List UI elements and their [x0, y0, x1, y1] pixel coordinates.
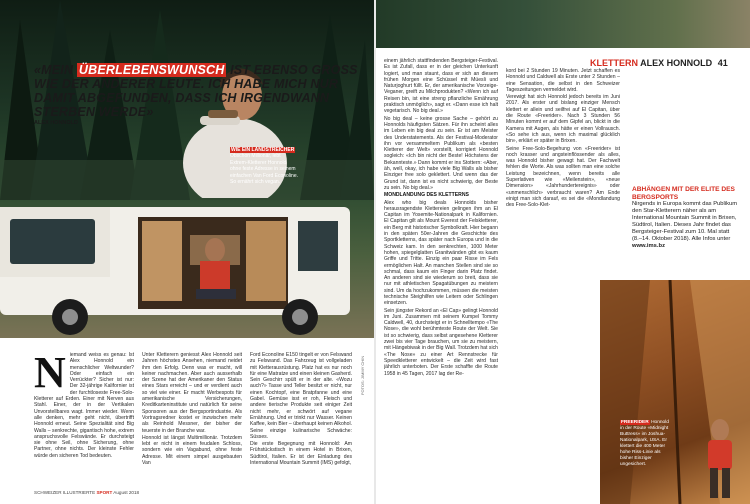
info-box-headline: ABHÄNGEN MIT DER ELITE DES BERGSPORTS	[632, 186, 735, 201]
quote-author: ALEX HONNOLD	[34, 120, 78, 126]
paragraph: Die erste Begegnung mit Honnold: Am Frühstückstisch in einem Hotel in Brixen, Südtirol, Italien. Er ist der Einladung des International Mountain Summit (IMS) gefolgt,	[250, 441, 352, 467]
paragraph: Unter Kletterern geniesst Alex Honnold seit Jahren höchstes Ansehen, niemand neidet ihm den Erfolg. Denn was er macht, will keiner nachmachen. Aber auch ausserhalb der Szene hat der Amerikaner den Status eines Stars erreicht – und er verdient auch so viel wie einer. Er macht Werbespots für amerikanische Versicherungen, Kreditkarteninstitute und natürlich für seine Sponsoren aus der Bergsportindustrie. Als Vortragsredner kostet er inzwischen mehr als Reinhold Messner, der bisher der teuerste in der Branche war.	[142, 352, 242, 434]
photo-credit: FOTOS: JIMMY CHIN	[360, 355, 365, 395]
forest-strip-photo	[376, 0, 750, 48]
drop-cap: N	[34, 352, 66, 397]
ims-info-box	[632, 186, 740, 250]
climbing-caption-tag: FREERIDER	[621, 420, 649, 425]
text-column-4	[384, 58, 498, 490]
pull-quote	[34, 63, 364, 119]
climbing-photo	[600, 280, 750, 504]
page-gutter	[374, 0, 376, 504]
caption-text: Obschon Millionär, lebt Extrem-Kletterer Honnold ohne feste Adresse in seinem einfachen Van Ford Econoline. So ernährt sich vegan.	[230, 153, 299, 186]
section-label: KLETTERN	[590, 58, 638, 68]
info-box-text: Nirgends in Europa kommt das Publikum den Star-Kletterern näher als am International Mountain Summit in Brixen, Südtirol, Italien. Dieses Jahr findet das Bergsteiger-Festival zum 10. Mal statt (8.–14. Oktober 2018). Alle Infos unter	[632, 201, 738, 243]
climber-image	[600, 280, 750, 504]
paragraph: einem jährlich stattfindenden Bergsteiger-Festival. Es ist Zufall, dass er in der gleichen Unterkunft logiert, und man staunt, dass er sich an diesem frühen Morgen eine Schüssel mit Müesli und Naturjoghurt füllt. Er, der amerikanische Vorzeige-Veganer, greift zu Milchprodukten? «Wenn ich auf Reisen bin, ist eine streng pflanzliche Ernährung praktisch unmöglich», sagt er. «Dann esse ich halt vegetarisch. No big deal.»	[384, 58, 498, 115]
publication-name: SCHWEIZER ILLUSTRIERTE	[34, 490, 97, 495]
van-image	[0, 195, 350, 338]
quote-open: «MEIN	[34, 63, 77, 77]
quote-highlight: ÜBERLEBENSWUNSCH	[78, 63, 225, 77]
text-column-2	[142, 352, 242, 484]
page-footer	[34, 490, 139, 495]
page-number: 41	[717, 58, 728, 68]
caption-tag: WIE EIN LANDSTREICHER	[231, 147, 295, 153]
climbing-caption	[620, 420, 672, 468]
text-column-3	[250, 352, 352, 484]
paragraph: No big deal – keine grosse Sache – gehört zu Honnolds häufigsten Sätzen. Für ihn scheint alles im Leben ein big deal zu sein. Er ist am Meister des Understatements. Als der Festival-Moderator ihn vor versammeltem Publikum als «besten Kletterer der Welt» vorstellt, korrigiert Honnold sogleich: «Ich bin nicht der Beste! Höchstens der Bekannteste.» Dann kommt er ins Stottern: «Aber, äh, well, okay, ich habe viele Big Walls als bisher Einziger free solo geklettert. Und wenn das der Grund ist, dann ist es nicht schwierig, der Beste zu sein. No big deal.»	[384, 115, 498, 191]
text-column-5	[506, 68, 620, 248]
subject-name: ALEX HONNOLD	[640, 58, 713, 68]
paragraph: Seine Free-Solo-Begehung von «Freerider» ist noch krasser und angsteinflössender als alles, was Honnold bisher gewagt hat. Der Fachwelt fehlen die Worte. Als was sollten man eine solche Leistung bezeichnen, wenn bereits alle Superlativen wie «Meilenstein», «neue Dimension» «Jahrhundertereignis» oder «unmenschlich» verbraucht waren? Am Ende einigt man sich darauf, es sei die «Mondlandung des Free-Solo-Klet-	[506, 145, 620, 209]
paragraph: Honnold ist längst Multimillionär. Trotzdem lebt er nicht in einem feudalen Schloss, sondern wie ein Vagabund, ohne feste Adresse. Mit einem simpel ausgebauten Van	[142, 434, 242, 467]
photo-caption	[230, 147, 298, 185]
climbing-caption-text: Honnold in der Route «Midnight Buttress» im Joshua-Nationalpark, USA. Er klettert die 400 Meter hohe Riss-Linie als bisher Einziger ungesichert.	[620, 420, 669, 467]
paragraph: Sein jüngster Rekord an «El Cap» gelingt Honnold im Juni. Zusammen mit seinem Kumpel Tommy Caldwell, 40, durchsteigt er in Schnelltempo «The Nose», die wohl berühmteste Route der Welt. Sie ist so schwierig, dass selbst angesehene Kletterer zwei bis vier Tage brauchen, um sie zu meistern, mit Hängebiwak in der Big Wall. Trotzdem hat sich «The Nose» zu einer Art Rennstrecke für Speedkletterer entwickelt – die Zeit wird fast jährlich unterboten. Der Erste schaffte die Route 1958 in 45 Tagen, 2017 lag der Re-	[384, 307, 498, 377]
ims-link[interactable]: www.ims.bz	[632, 243, 665, 250]
paragraph: iemand weiss es genau: Ist Alex Honnold ein menschlicher Weltwunder? Oder einfach ein Verrückter? Sicher ist nur: Der 32-jährige Kalifornier ist der furchtloseste Free-Solo-Kletterer auf Erden. Einer mit Nerven aus Stahl. Einer, der in der Vertikalen Unvorstellbares wagt. Immer wieder. Wenn alle denken, mehr geht nicht, übertrifft Honnold erneut. Seine Spezialität sind Big Walls – senkrechte, gigantisch hohe, extrem anspruchsvolle Felswände. Er durchsteigt sie ohne Seil, ohne Sicherung, ohne Partner, ohne nichts. Der kleinste Fehler würde den sicheren Tod bedeuten.	[34, 352, 134, 459]
subheading: MONDLANDUNG DES KLETTERNS	[384, 192, 469, 199]
issue-date: August 2018	[112, 490, 140, 495]
text-column-1	[34, 352, 134, 482]
quote-rest: IST EBENSO GROSS WIE DER ANDERER LEUTE. ICH HABE MICH NUR DAMIT ABGEFUNDEN, DASS ICH IRGENDWANN STERBEN WERDE»	[34, 63, 358, 119]
paragraph: Verewigt hat sich Honnold jedoch bereits im Juni 2017. Als erster und bislang einziger Mensch klettert er allein und seilfrei auf El Capitan, über die Route «Freerider». Nach 3 Stunden 56 Minuten kommt er auf dem Gipfel an, blickt in die Kamera mit Augen, als hätte er einen Vollrausch. «So sehe ich aus, wenn ich maximal glücklich bin», erklärt er später in Brixen.	[506, 94, 620, 145]
publication-brand: SPORT	[96, 490, 113, 495]
paragraph: Ford Econoline E150 tingelt er von Felswand zu Felswand. Das Fahrzeug ist vollgeladen mit Kletterausrüstung. Platz hat es nur noch für eine Matratze und einen kleinen Gasherd. Sein Geschirr spült er in der alte. «Wozu auch?» Tasse und Teller besitzt er nicht, nur einen Kochtopf, eine Bratpfanne und eine Gabel. Gemüse isst er roh, Fleisch und andere tierische Produkte seit einiger Zeit nicht mehr, er schwört auf vegane Ernährung. Und er trinkt nur Wasser. Keinen Kaffee, kein Bier – überhaupt keinen Alkohol. Seine einzige kulinarische Schwäche: Süsses.	[250, 352, 352, 440]
paragraph: kord bei 2 Stunden 19 Minuten. Jetzt schaffen es Honnold und Caldwell als Erste unter 2 Stunden – eine Sensation, die selbst in den Schweizer Tageszeitungen vermeldet wird.	[506, 68, 620, 93]
paragraph: Alex who big deals Honnolds bisher herausragendste Klettereien gelingen ihm an El Capitan im Yosemite-Nationalpark in Kalifornien. El Capitan gilt als Mount Everest der Felskletterer, ein Berg mit historischer Symbolkraft. Hier begann in den späten 50er-Jahren die Geschichte des Sportkletterns, das später nach Europa und in die Schweiz kam. In den senkrechten, 1000 Meter hohen, spiegelglatten Granitwänden gibt es kaum Griffe und Tritte. Einzig ein paar Risse im Fels ermöglichen Halt. An manchen Stellen sind sie so schmal, dass kaum ein Finger darin Platz findet. An anderen sind sie wiederum so breit, dass sie nur mit athletischen Spagatübungen zu meistern sind. Um da hochzukommen, müssen die meisten technische Steighilfen wie Leitern oder Schlingen einsetzen.	[384, 199, 498, 307]
section-header	[590, 58, 728, 68]
van-photo	[0, 0, 374, 338]
